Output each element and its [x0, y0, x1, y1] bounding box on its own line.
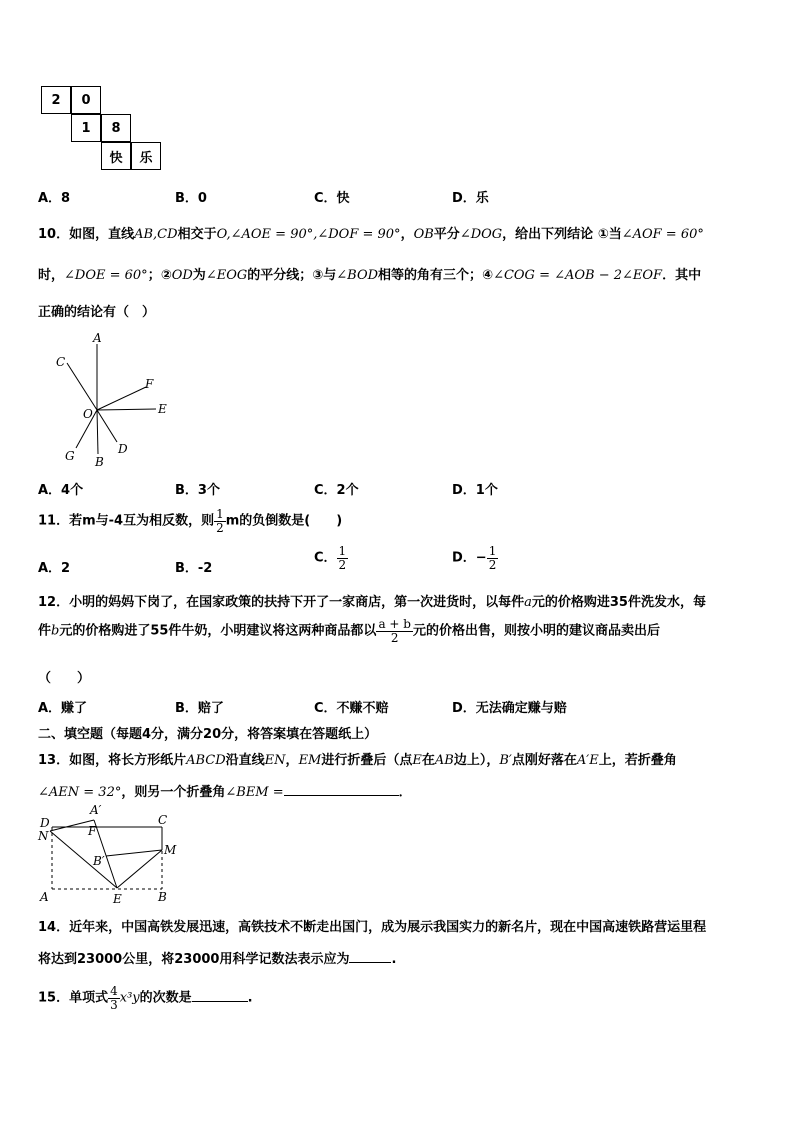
- math: ∠COG = ∠AOB − 2∠EOF: [493, 268, 663, 283]
- q9-option-a: A．8: [38, 191, 71, 206]
- ray-OD: [97, 410, 117, 442]
- q10-option-a: A．4个: [38, 483, 84, 498]
- label-B: B: [95, 455, 104, 469]
- q10-option-d: D．1个: [452, 483, 498, 498]
- text: 13．如图，将长方形纸片: [38, 753, 187, 768]
- denominator: 2: [390, 630, 399, 645]
- text: 12．小明的妈妈下岗了，在国家政策的扶持下开了一家商店，第一次进货时，以每件: [38, 595, 525, 610]
- q10-line-2: [38, 264, 701, 283]
- math: ∠AOF = 60°: [621, 227, 704, 242]
- math: ∠DOE = 60°: [64, 268, 148, 283]
- label-A-prime: A′: [90, 803, 102, 817]
- q13-fold-figure: [30, 802, 190, 904]
- q10-angle-figure: [50, 330, 190, 475]
- label-B: B: [158, 890, 167, 904]
- denominator: 3: [110, 997, 118, 1012]
- label-O: O: [83, 407, 93, 421]
- q11-option-d: [452, 545, 498, 571]
- text: ，给出下列结论 ①当: [502, 227, 622, 242]
- text: 相交于: [177, 227, 217, 242]
- text: 如图，直线: [69, 227, 135, 242]
- q12-line-3: （ ）: [38, 671, 91, 686]
- math: x³y: [119, 990, 140, 1006]
- text: 上，若折叠角: [598, 753, 677, 768]
- q9-option-d: D．乐: [452, 191, 489, 206]
- q11-question: [38, 508, 342, 534]
- text: 时，: [38, 268, 65, 283]
- q13-line-2: [38, 781, 412, 800]
- ray-OE: [97, 409, 156, 410]
- text: 点刚好落在: [511, 753, 577, 768]
- q11-option-c: [314, 545, 348, 571]
- q12-option-b: B．赔了: [175, 701, 224, 716]
- math: ∠EOG: [205, 268, 248, 283]
- q10-line-1: [38, 223, 704, 242]
- math: B′: [499, 753, 512, 768]
- net-cell: 8: [101, 114, 131, 142]
- q13-line-1: [38, 749, 677, 768]
- label-D: D: [118, 442, 128, 456]
- text: ．: [398, 785, 412, 800]
- q11-option-b: B．-2: [175, 561, 213, 576]
- label-D: D: [40, 816, 50, 830]
- denominator: 2: [488, 557, 497, 572]
- math: ∠BEM =: [225, 785, 284, 800]
- q10-number: 10．: [38, 227, 70, 242]
- label-A: A: [93, 331, 102, 345]
- denominator: 2: [216, 520, 224, 535]
- math: EN: [264, 753, 286, 768]
- math: E: [412, 753, 422, 768]
- text: 元的价格购进了55件牛奶，小明建议将这两种商品都以: [59, 623, 377, 639]
- math: AB: [434, 753, 454, 768]
- text: 相等的角有三个；④: [378, 268, 494, 283]
- text: .: [391, 952, 397, 967]
- net-cell: 0: [71, 86, 101, 114]
- section-heading: 二、填空题（每题4分，满分20分，将答案填在答题纸上）: [38, 727, 378, 742]
- numerator: 1: [216, 507, 224, 521]
- text: 的次数是: [139, 990, 192, 1006]
- label-F: F: [145, 377, 154, 391]
- q15-question: [38, 985, 253, 1011]
- text: 元的价格出售，则按小明的建议商品卖出后: [412, 623, 660, 639]
- math: b: [51, 623, 60, 639]
- q12-line-1: [38, 591, 706, 610]
- text: ．其中: [662, 268, 702, 283]
- label-E: E: [158, 402, 167, 416]
- text: ，: [400, 227, 414, 242]
- label-C: C: [158, 813, 168, 827]
- net-cell: 1: [71, 114, 101, 142]
- math: OD: [171, 268, 193, 283]
- math: ∠BOD: [336, 268, 379, 283]
- q14-line-2: [38, 948, 396, 967]
- text: 元的价格购进35件洗发水，每: [531, 595, 706, 610]
- text: ，: [285, 753, 299, 768]
- text: 将达到23000公里，将23000用科学记数法表示应为: [38, 952, 350, 967]
- text: 在: [421, 753, 435, 768]
- fraction: [376, 618, 413, 644]
- net-cell: 快: [101, 142, 131, 170]
- ray-OB: [97, 410, 98, 454]
- label-G: G: [65, 449, 75, 463]
- text: .: [247, 990, 253, 1006]
- fraction: [108, 985, 120, 1011]
- text: ，则另一个折叠角: [121, 785, 226, 800]
- numerator: 1: [488, 544, 497, 558]
- text: 沿直线: [225, 753, 265, 768]
- fraction: [214, 508, 226, 534]
- math: ABCD: [186, 753, 226, 768]
- q14-line-1: 14．近年来，中国高铁发展迅速，高铁技术不断走出国门，成为展示我国实力的新名片，现在中国高速铁路营运里程: [38, 920, 707, 935]
- label-N: N: [38, 829, 49, 843]
- ray-OF: [97, 387, 146, 410]
- edge-B1M: [106, 850, 162, 856]
- text: 件: [38, 623, 52, 639]
- net-cell: 2: [41, 86, 71, 114]
- math: AB,CD: [134, 227, 178, 242]
- math: ∠DOG: [459, 227, 503, 242]
- fold-line-EM: [117, 850, 162, 888]
- label-A: A: [40, 890, 49, 904]
- numerator: 1: [338, 544, 347, 558]
- q9-option-b: B．0: [175, 191, 207, 206]
- answer-blank[interactable]: [192, 1001, 248, 1002]
- text: 11．若m与-4互为相反数，则: [38, 513, 215, 529]
- text: 平分: [433, 227, 460, 242]
- text: m的负倒数是( ): [225, 513, 343, 529]
- text: 15．单项式: [38, 990, 109, 1006]
- numerator: 4: [110, 984, 118, 998]
- text: 边上），: [453, 753, 500, 768]
- label-B-prime: B′: [93, 854, 105, 868]
- numerator: a + b: [378, 617, 411, 631]
- math: OB: [413, 227, 434, 242]
- ray-OC: [67, 363, 97, 410]
- math: EM: [298, 753, 322, 768]
- q10-line-3: 正确的结论有（ ）: [38, 305, 156, 320]
- math: O,∠AOE = 90°,∠DOF = 90°: [216, 227, 401, 242]
- text: 的平分线；③与: [247, 268, 337, 283]
- answer-blank[interactable]: [284, 795, 399, 796]
- q10-option-c: C．2个: [314, 483, 359, 498]
- answer-blank[interactable]: [349, 962, 391, 963]
- q12-option-d: D．无法确定赚与赔: [452, 701, 567, 716]
- label-M: M: [164, 843, 177, 857]
- fraction: [487, 545, 499, 571]
- q12-option-c: C．不赚不赔: [314, 701, 389, 716]
- label-E: E: [113, 892, 122, 904]
- q12-option-a: A．赚了: [38, 701, 88, 716]
- math: ∠AEN = 32°: [38, 785, 122, 800]
- text: 进行折叠后（点: [321, 753, 413, 768]
- label-C: C: [56, 355, 66, 369]
- text: ；②: [147, 268, 172, 283]
- text: 为: [192, 268, 206, 283]
- q10-option-b: B．3个: [175, 483, 220, 498]
- net-cell: 乐: [131, 142, 161, 170]
- text: D．−: [452, 550, 487, 566]
- q9-option-c: C．快: [314, 191, 350, 206]
- fraction: [337, 545, 349, 571]
- text: C．: [314, 550, 337, 566]
- denominator: 2: [338, 557, 347, 572]
- math: A′E: [576, 753, 599, 768]
- q12-line-2: [38, 618, 660, 644]
- label-F: F: [88, 824, 97, 838]
- q11-option-a: A．2: [38, 561, 71, 576]
- math: a: [524, 595, 532, 610]
